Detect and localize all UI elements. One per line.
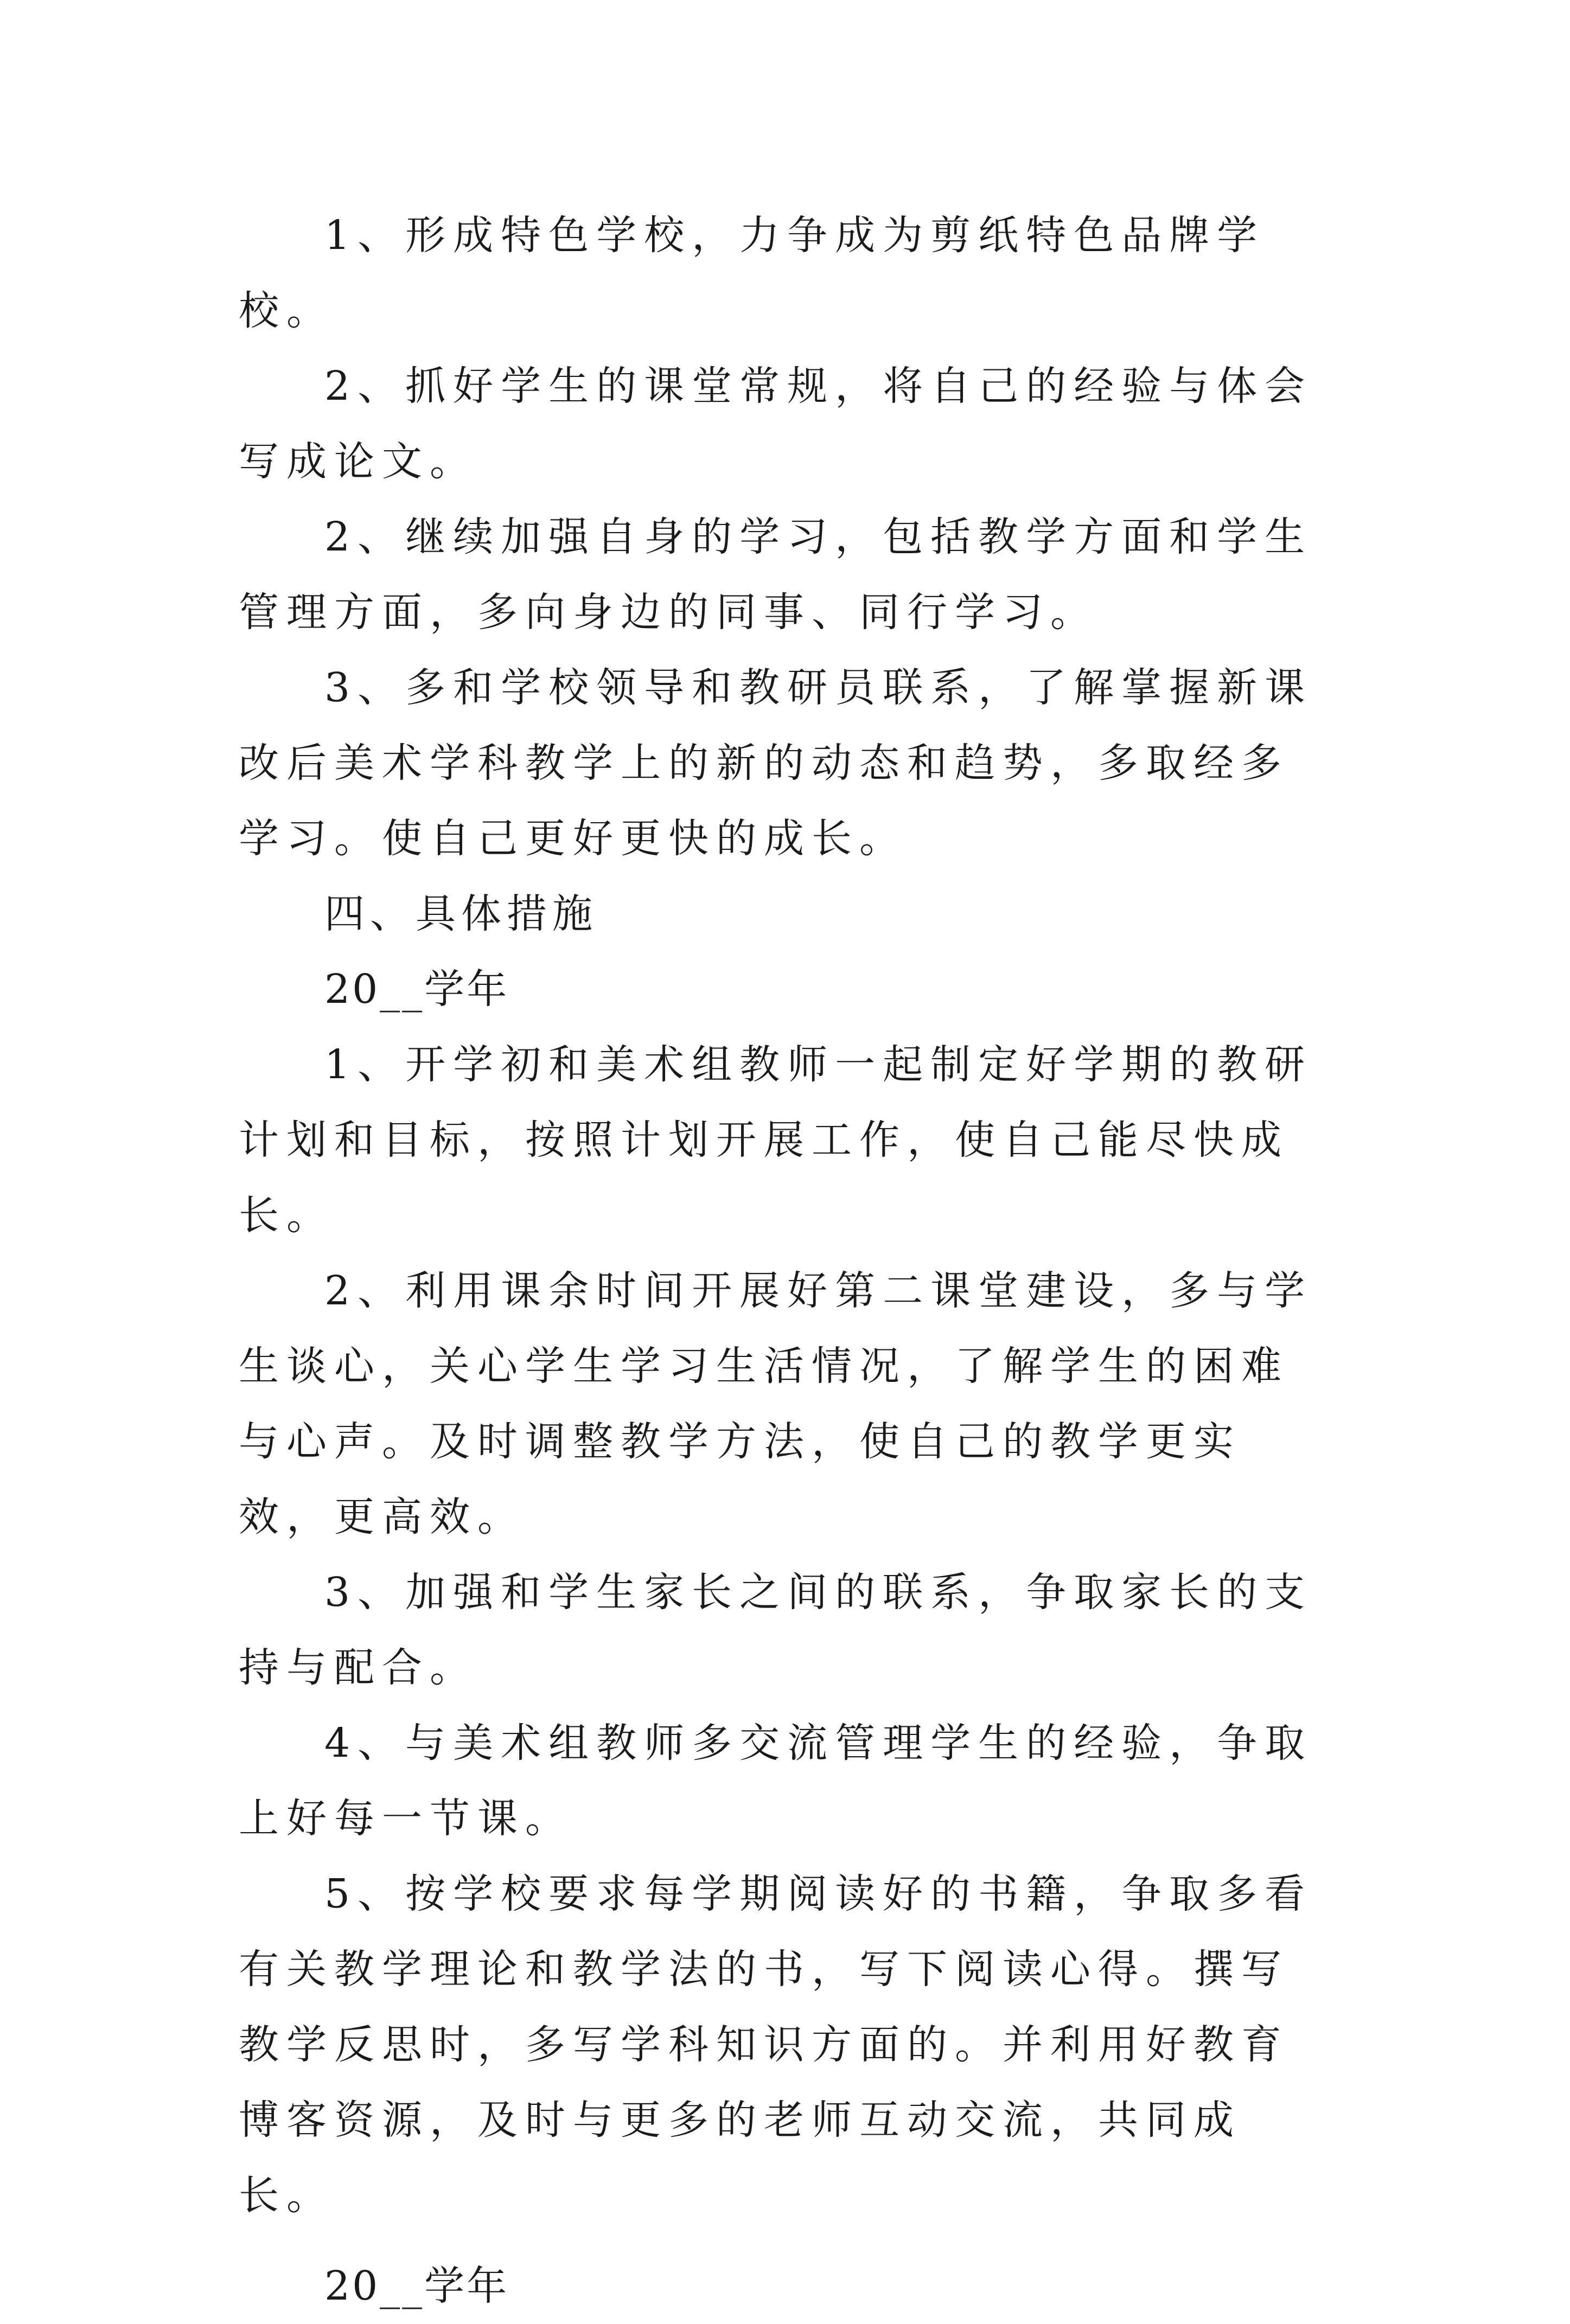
paragraph-measure-1: 1、开学初和美术组教师一起制定好学期的教研计划和目标，按照计划开展工作，使自己能尽快成长。 [239,1041,1313,1239]
paragraph-goal-1: 1、形成特色学校，力争成为剪纸特色品牌学校。 [239,212,1265,334]
paragraph-goal-3: 3、多和学校领导和教研员联系，了解掌握新课改后美术学科教学上的新的动态和趋势，多取经多学习。使自己更好更快的成长。 [239,664,1313,862]
paragraph-measure-4: 4、与美术组教师多交流管理学生的经验，争取上好每一节课。 [239,1720,1313,1842]
year-label-2: 20__学年 [324,2263,509,2309]
year-label: 20__学年 [324,966,509,1013]
paragraph-measure-5: 5、按学校要求每学期阅读好的书籍，争取多看有关教学理论和教学法的书，写下阅读心得。撰写教学反思时，多写学科知识方面的。并利用好教育博客资源，及时与更多的老师互动交流，共同成长。 [239,1871,1313,2219]
paragraph-measure-2: 2、利用课余时间开展好第二课堂建设，多与学生谈心，关心学生学习生活情况，了解学生的困难与心声。及时调整教学方法，使自己的教学更实效，更高效。 [239,1267,1313,1540]
paragraph-goal-2: 2、抓好学生的课堂常规，将自己的经验与体会写成论文。 [239,363,1313,485]
section-heading: 四、具体措施 [324,891,598,937]
paragraph-measure-3: 3、加强和学生家长之间的联系，争取家长的支持与配合。 [239,1569,1313,1691]
document-body [239,198,1335,2324]
paragraph-goal-2b: 2、继续加强自身的学习，包括教学方面和学生管理方面，多向身边的同事、同行学习。 [239,514,1313,636]
